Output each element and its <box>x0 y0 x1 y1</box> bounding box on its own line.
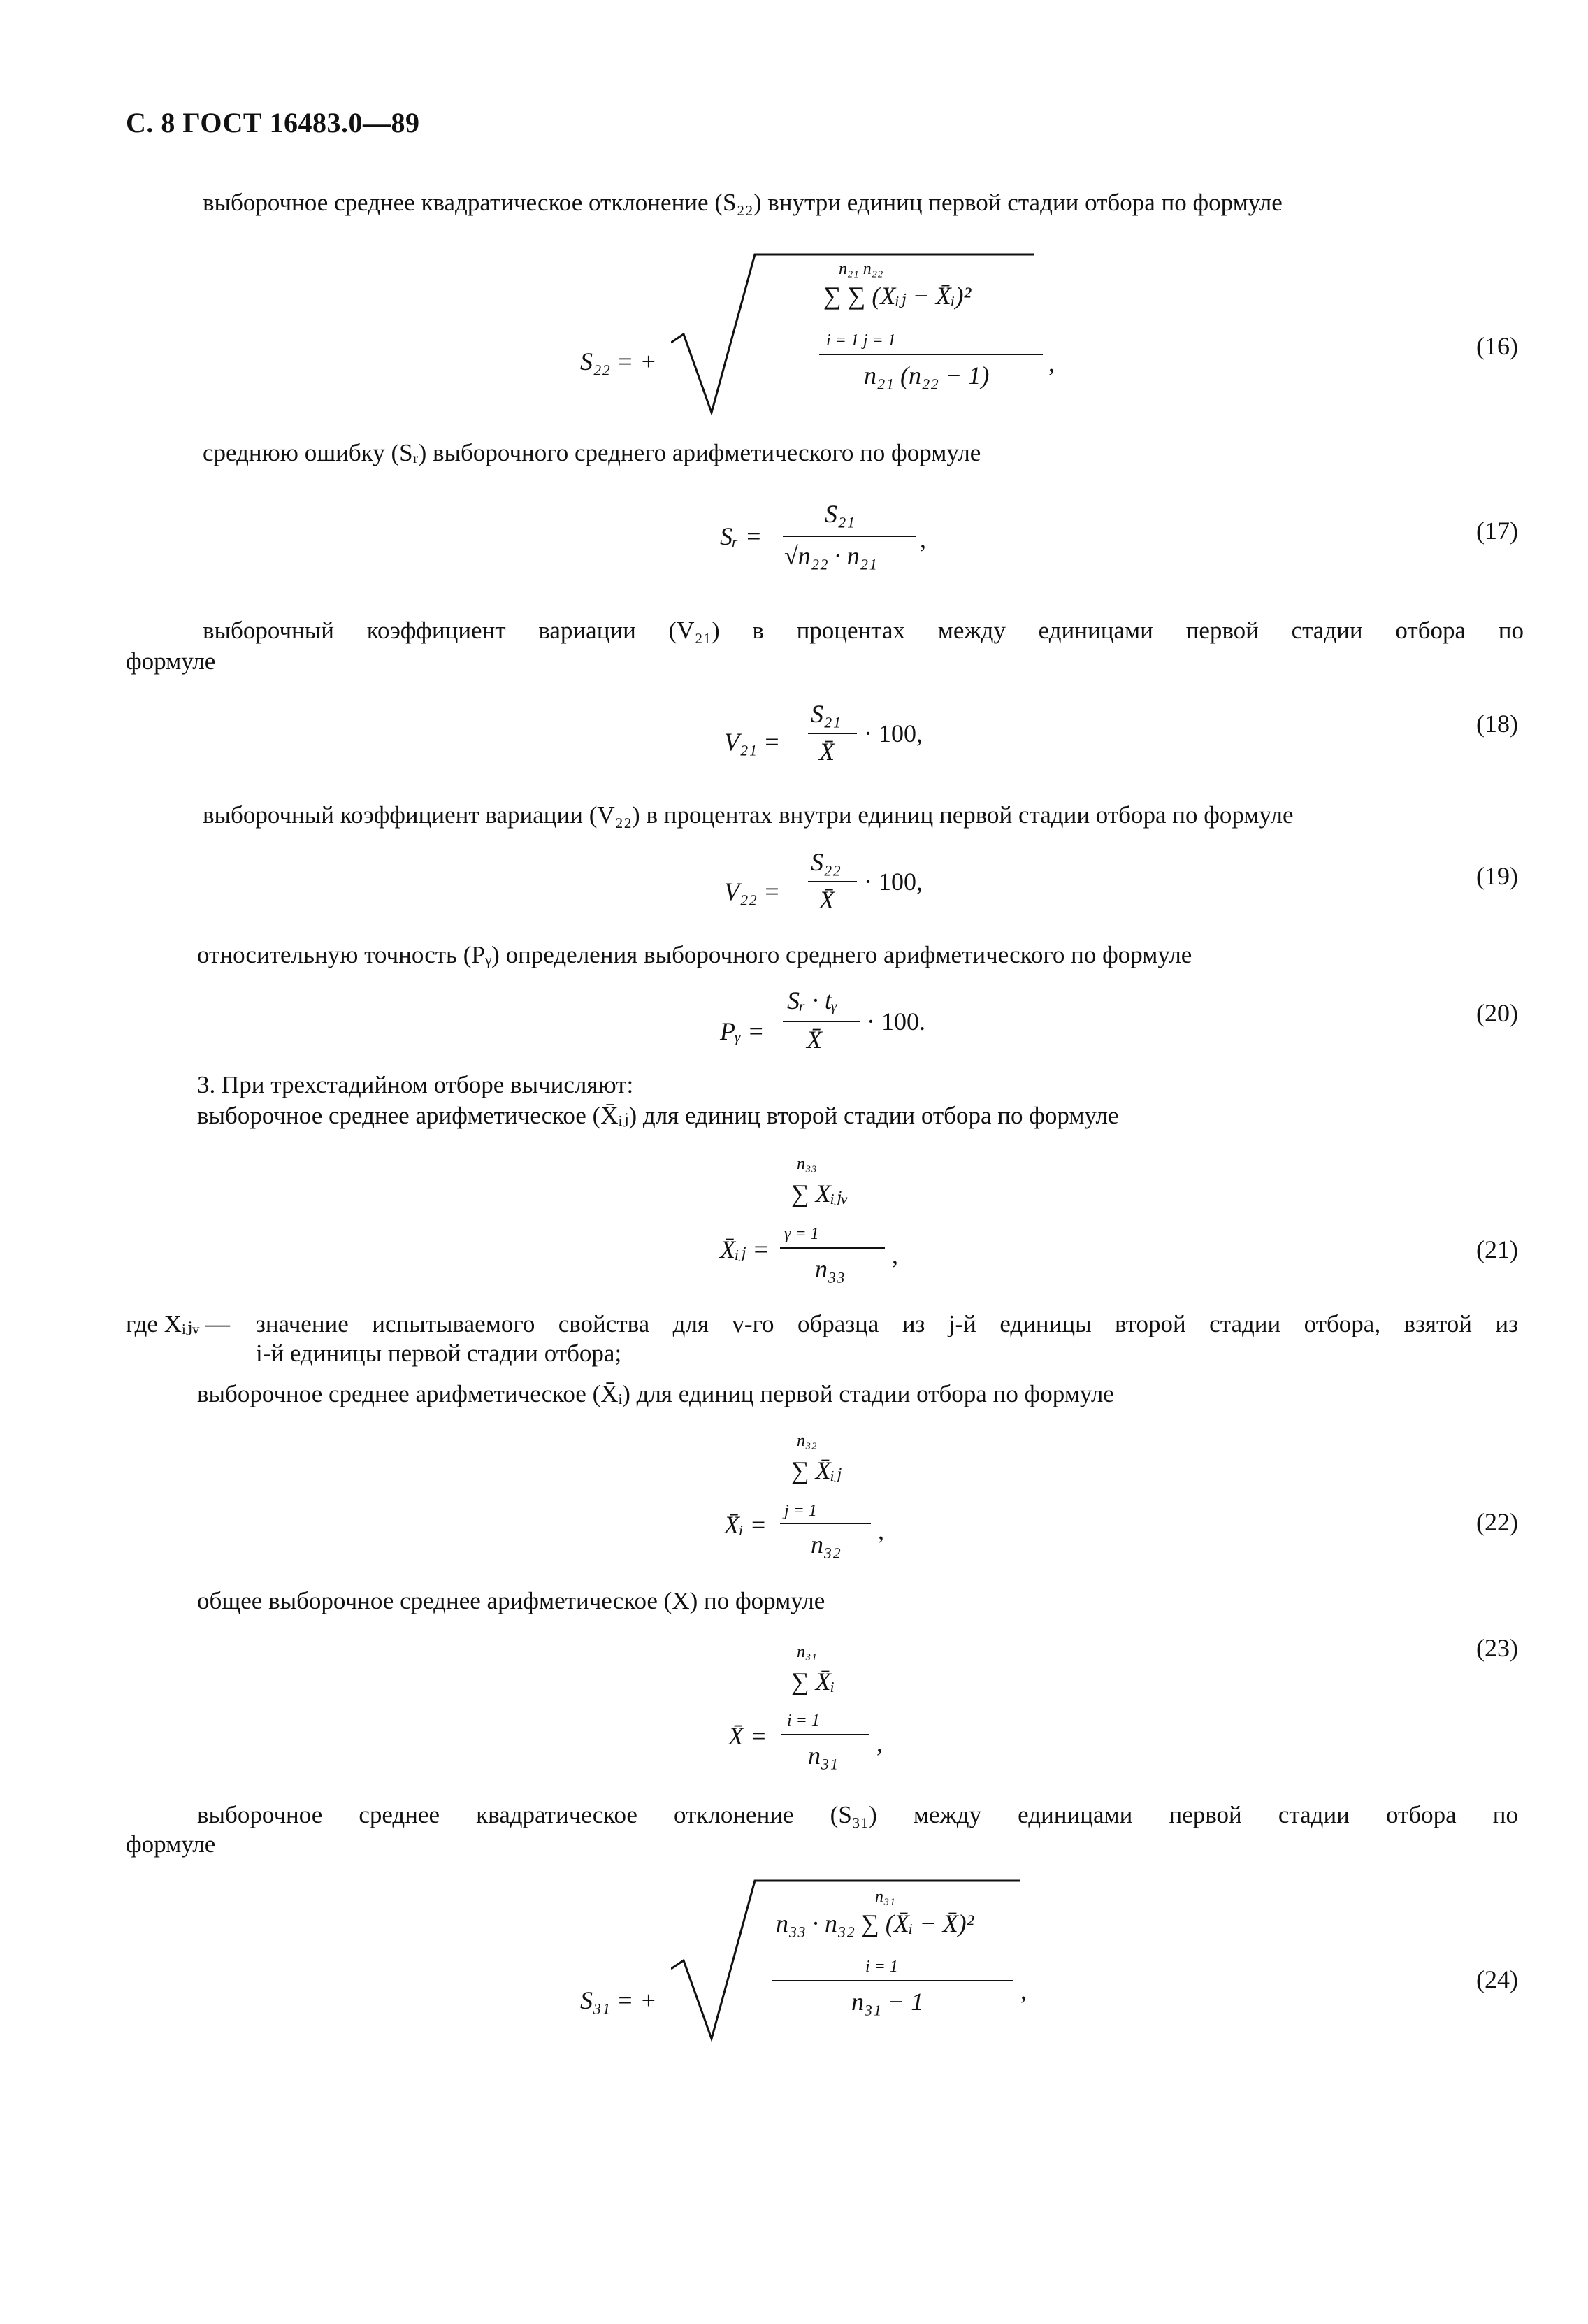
formula-21-numerator: ∑ Xᵢⱼᵥ <box>791 1179 849 1207</box>
equation-number-18: (18) <box>1476 710 1518 738</box>
formula-17-tail: , <box>920 525 926 553</box>
formula-18-tail: · 100, <box>864 719 923 747</box>
text-xijv-definition-line1: значение испытываемого свойства для v-го образца из j-й единицы второй стадии отбора, взятой из <box>256 1310 1518 1337</box>
formula-21-lhs: X̄ᵢⱼ = <box>720 1235 770 1263</box>
formula-19-numerator: S₂₂ <box>811 848 842 876</box>
text-section-3-heading: 3. При трехстадийном отборе вычисляют: <box>197 1071 634 1098</box>
text-v21-intro-line1: выборочный коэффициент вариации (V₂₁) в процентах между единицами первой стадии отбора по <box>203 617 1524 644</box>
formula-24-tail: , <box>1020 1977 1027 2004</box>
equation-number-20: (20) <box>1476 999 1518 1027</box>
fraction-bar-21 <box>780 1247 885 1249</box>
fraction-bar-22 <box>780 1523 871 1524</box>
equation-number-17: (17) <box>1476 517 1518 545</box>
formula-17-numerator: S₂₁ <box>825 500 856 528</box>
formula-16-denominator: n₂₁ (n₂₂ − 1) <box>864 361 990 389</box>
fraction-bar-17 <box>783 536 916 537</box>
text-s31-intro-line2: формуле <box>126 1830 216 1858</box>
sqrt-sign-24 <box>671 1878 1034 2046</box>
fraction-bar-20 <box>783 1021 860 1022</box>
equation-number-24: (24) <box>1476 1965 1518 1993</box>
text-x-intro: общее выборочное среднее арифметическое (X) по формуле <box>197 1587 825 1614</box>
formula-19-denominator: X̄ <box>819 886 835 914</box>
formula-22-upper-limit: n₃₂ <box>797 1432 817 1450</box>
formula-17-denominator: √n₂₂ · n₂₁ <box>784 542 877 570</box>
formula-20-denominator: X̄ <box>807 1026 822 1054</box>
fraction-bar-18 <box>808 733 857 734</box>
formula-20-tail: · 100. <box>867 1007 925 1035</box>
fraction-bar-19 <box>808 881 857 882</box>
text-xijv-definition-line2: i-й единицы первой стадии отбора; <box>256 1340 622 1367</box>
formula-18-lhs: V₂₁ = <box>724 728 781 756</box>
formula-22-numerator: ∑ X̄ᵢⱼ <box>791 1456 842 1484</box>
text-sr-intro: среднюю ошибку (Sᵣ) выборочного среднего арифметического по формуле <box>203 439 981 466</box>
equation-number-21: (21) <box>1476 1235 1518 1263</box>
formula-23-upper-limit: n₃₁ <box>797 1643 817 1661</box>
formula-18-denominator: X̄ <box>819 738 835 766</box>
formula-21-tail: , <box>892 1241 898 1269</box>
text-v21-intro-line2: формуле <box>126 647 216 675</box>
formula-22-lhs: X̄ᵢ = <box>724 1511 767 1539</box>
formula-24-numerator: n₃₃ · n₃₂ ∑ (X̄ᵢ − X̄)² <box>776 1909 974 1937</box>
formula-19-lhs: V₂₂ = <box>724 877 781 905</box>
text-py-intro: относительную точность (Pᵧ) определения выборочного среднего арифметического по формуле <box>197 941 1192 968</box>
formula-16-lower-limits: i = 1 j = 1 <box>826 331 896 350</box>
text-where-symbol: где Xᵢⱼᵥ — <box>126 1310 230 1337</box>
text-s22-intro: выборочное среднее квадратическое отклонение (S₂₂) внутри единиц первой стадии отбора по формуле <box>203 189 1283 216</box>
equation-number-23: (23) <box>1476 1634 1518 1662</box>
formula-23-tail: , <box>876 1729 883 1757</box>
fraction-bar-16 <box>819 354 1043 355</box>
formula-16-numerator: ∑ ∑ (Xᵢⱼ − X̄ᵢ)² <box>823 282 972 310</box>
formula-21-denominator: n₃₃ <box>815 1255 846 1283</box>
text-v22-intro: выборочный коэффициент вариации (V₂₂) в процентах внутри единиц первой стадии отбора по формуле <box>203 801 1294 829</box>
equation-number-16: (16) <box>1476 332 1518 360</box>
fraction-bar-24 <box>772 1980 1013 1981</box>
formula-19-tail: · 100, <box>864 868 923 896</box>
equation-number-19: (19) <box>1476 862 1518 890</box>
formula-23-lower-limit: i = 1 <box>787 1712 820 1730</box>
formula-23-lhs: X̄ = <box>728 1722 767 1750</box>
formula-17-lhs: Sᵣ = <box>720 522 763 550</box>
formula-22-lower-limit: j = 1 <box>784 1502 817 1520</box>
formula-22-tail: , <box>878 1516 884 1544</box>
formula-20-lhs: Pᵧ = <box>720 1017 765 1045</box>
formula-20-numerator: Sᵣ · tᵧ <box>787 987 838 1014</box>
formula-24-upper-limit: n₃₁ <box>875 1888 895 1906</box>
formula-24-lhs: S₃₁ = + <box>580 1986 657 2014</box>
formula-22-denominator: n₃₂ <box>811 1530 842 1558</box>
formula-23-denominator: n₃₁ <box>808 1742 839 1770</box>
formula-16-lhs: S₂₂ = + <box>580 347 657 375</box>
text-xi-intro: выборочное среднее арифметическое (X̄ᵢ) для единиц первой стадии отбора по формуле <box>197 1380 1114 1407</box>
formula-24-lower-limit: i = 1 <box>865 1958 898 1976</box>
text-s31-intro-line1: выборочное среднее квадратическое отклонение (S₃₁) между единицами первой стадии отбора по <box>197 1801 1518 1828</box>
equation-number-22: (22) <box>1476 1508 1518 1536</box>
text-xij-intro: выборочное среднее арифметическое (X̄ᵢⱼ) для единиц второй стадии отбора по формуле <box>197 1102 1119 1129</box>
formula-23-numerator: ∑ X̄ᵢ <box>791 1667 835 1695</box>
formula-21-lower-limit: γ = 1 <box>784 1225 819 1243</box>
page-header: С. 8 ГОСТ 16483.0—89 <box>126 107 420 138</box>
formula-16-upper-limits: n₂₁ n₂₂ <box>839 260 883 278</box>
formula-24-denominator: n₃₁ − 1 <box>851 1988 924 2016</box>
formula-18-numerator: S₂₁ <box>811 700 842 728</box>
fraction-bar-23 <box>781 1734 869 1735</box>
formula-21-upper-limit: n₃₃ <box>797 1155 817 1173</box>
formula-16-tail: , <box>1048 349 1055 377</box>
